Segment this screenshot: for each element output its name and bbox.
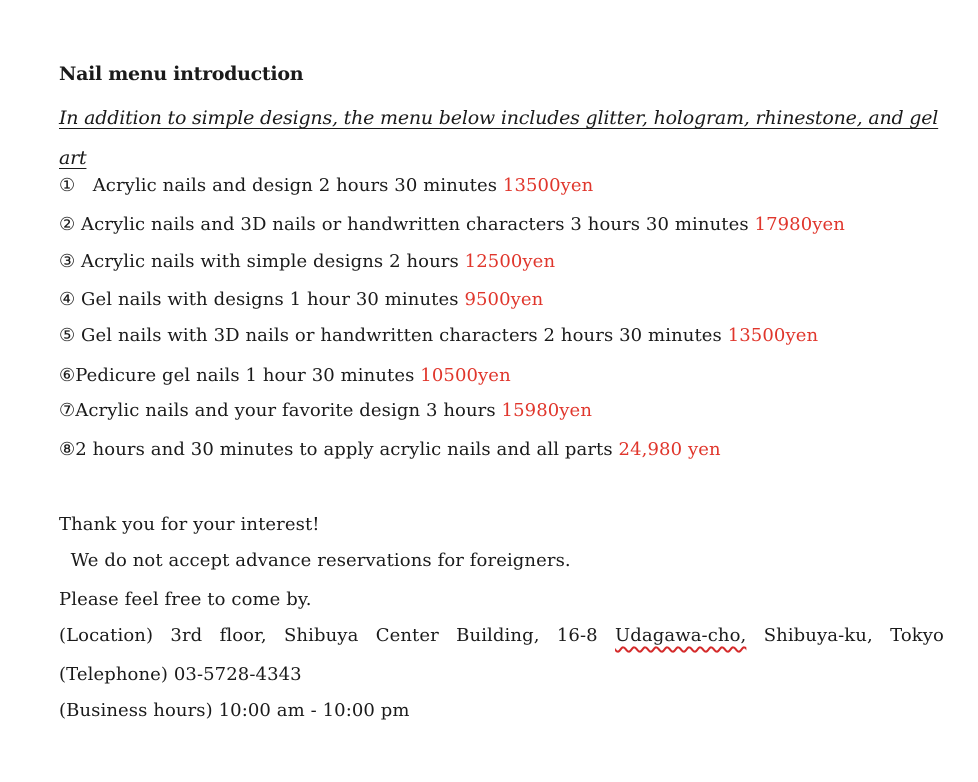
menu-item-price: 9500yen (464, 289, 544, 310)
menu-item-description: ⑦Acrylic nails and your favorite design 3 hours (59, 400, 502, 421)
location-line (59, 625, 944, 646)
location-word: 16-8 (556, 625, 598, 646)
spellcheck-flagged-word[interactable]: Udagawa-cho, (615, 625, 747, 646)
location-word: (Location) (59, 625, 154, 646)
location-word: 3rd (170, 625, 203, 646)
menu-item (59, 289, 543, 310)
location-word: Center (375, 625, 439, 646)
location-word: Shibuya-ku, (763, 625, 873, 646)
menu-item-description: ⑧2 hours and 30 minutes to apply acrylic nails and all parts (59, 439, 619, 460)
come-by-text: Please feel free to come by. (59, 589, 312, 610)
menu-item-description: ② Acrylic nails and 3D nails or handwritten characters 3 hours 30 minutes (59, 214, 755, 235)
menu-item (59, 439, 721, 460)
thanks-text: Thank you for your interest! (59, 514, 320, 535)
menu-item-description: ③ Acrylic nails with simple designs 2 hours (59, 251, 465, 272)
telephone-line: (Telephone) 03-5728-4343 (59, 664, 302, 685)
menu-item-description: ⑤ Gel nails with 3D nails or handwritten characters 2 hours 30 minutes (59, 325, 728, 346)
location-word: Building, (456, 625, 540, 646)
menu-item-price: 15980yen (501, 400, 593, 421)
menu-item-price: 12500yen (464, 251, 556, 272)
menu-item-price: 17980yen (754, 214, 845, 235)
menu-item-price: 13500yen (727, 325, 819, 346)
menu-item (59, 325, 818, 346)
menu-item-price: 13500yen (502, 175, 594, 196)
location-word: Tokyo (890, 625, 944, 646)
menu-item (59, 400, 592, 421)
document-title: Nail menu introduction (59, 63, 304, 85)
menu-item-description: ① Acrylic nails and design 2 hours 30 minutes (59, 175, 503, 196)
menu-item-price: 24,980 yen (618, 439, 721, 460)
business-hours-line: (Business hours) 10:00 am - 10:00 pm (59, 700, 410, 721)
location-word: Shibuya (284, 625, 359, 646)
location-word: floor, (219, 625, 267, 646)
intro-text: In addition to simple designs, the menu below includes glitter, hologram, rhinestone, and gel art (59, 107, 939, 169)
reservation-notice: We do not accept advance reservations for foreigners. (59, 550, 571, 571)
menu-item-description: ⑥Pedicure gel nails 1 hour 30 minutes (59, 365, 421, 386)
menu-item (59, 365, 511, 386)
menu-item-description: ④ Gel nails with designs 1 hour 30 minutes (59, 289, 465, 310)
menu-item (59, 175, 593, 196)
menu-item (59, 251, 555, 272)
menu-item-price: 10500yen (420, 365, 511, 386)
menu-item (59, 214, 845, 235)
